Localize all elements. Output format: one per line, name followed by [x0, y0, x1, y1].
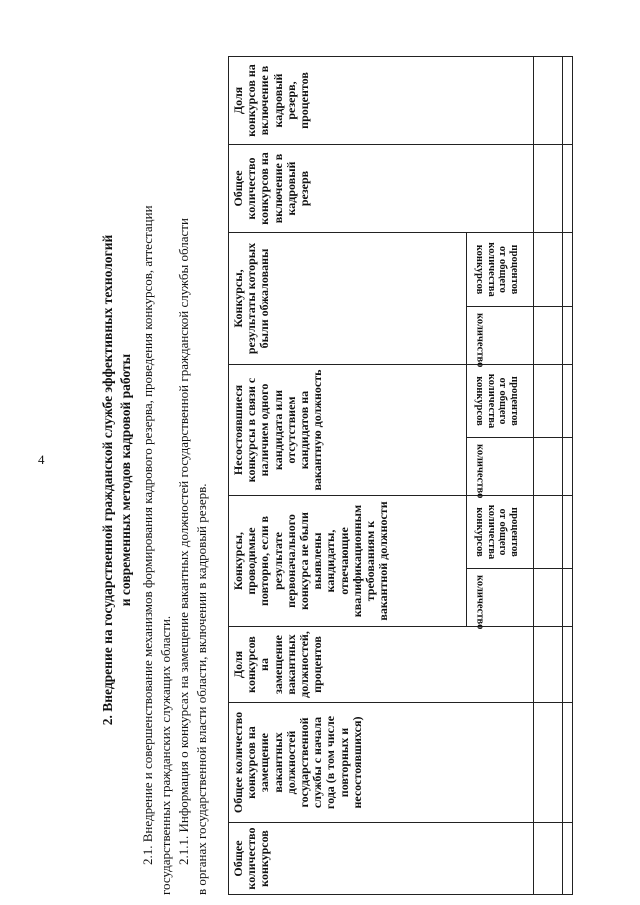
- subheader-percent: [466, 496, 533, 569]
- subheader-percent-text: процентов от общего количества конкурсов: [474, 242, 521, 297]
- table-cell: [533, 703, 562, 823]
- table-cell: [533, 823, 562, 895]
- table-cell: [533, 56, 562, 144]
- subheader-percent: [466, 232, 533, 306]
- table-cell: [562, 144, 572, 232]
- subheader-percent-text: процентов от общего количества конкурсов: [474, 373, 521, 429]
- paragraph-2-1-cont: государственных гражданских служащих области.: [158, 615, 173, 895]
- paragraph-2-1: 2.1. Внедрение и совершенствование механизмов формирования кадрового резерва, проведения конкурсов, аттестации: [140, 205, 155, 865]
- subheader-count-text: количество: [474, 575, 486, 630]
- table-cell: [562, 569, 572, 627]
- table-cell: [562, 703, 572, 823]
- table-row-empty: [562, 56, 572, 894]
- table-cell: [562, 438, 572, 496]
- table-cell: [533, 496, 562, 569]
- subheader-count: [466, 438, 533, 499]
- page-number: 4: [38, 452, 45, 467]
- paragraph-2-1-1-cont: в органах государственной власти области, включении в кадровый резерв.: [194, 483, 209, 895]
- subheader-count: [466, 306, 533, 368]
- table-cell: [562, 306, 572, 364]
- subheader-count-text: количество: [474, 312, 486, 368]
- table-cell: [533, 144, 562, 232]
- table-cell: [533, 569, 562, 627]
- header-share-reserve-contests: Доля конкурсов на включение в кадровый резерв, процентов: [229, 56, 534, 144]
- subheader-percent-text: процентов от общего количества конкурсов: [474, 504, 521, 560]
- header-appealed-contests: Конкурсы, результаты которых были обжалованы: [229, 232, 467, 364]
- contests-table: [228, 56, 573, 895]
- subheader-percent: [466, 364, 533, 437]
- table-cell: [562, 823, 572, 895]
- section-heading-line-1: 2. Внедрение на государственной гражданской службе эффективных технологий: [100, 234, 115, 726]
- paragraph-2-1-1: 2.1.1. Информация о конкурсах на замещение вакантных должностей государственной гражданской службы области: [176, 218, 191, 865]
- header-repeated-contests: Конкурсы, проводимые повторно, если в результате первоначального конкурса не были выявлены кандидаты, отвечающие квалификационным требованиям к вакантной должности: [229, 496, 467, 627]
- rotated-page-content: [0, 55, 640, 905]
- table-cell: [533, 306, 562, 364]
- section-heading-line-2: и современных методов кадровой работы: [118, 353, 133, 607]
- table-cell: [533, 438, 562, 496]
- table-cell: [562, 496, 572, 569]
- table-cell: [533, 232, 562, 306]
- header-share-vacancy-contests: Доля конкурсов на замещение вакантных должностей, процентов: [229, 627, 534, 703]
- subheader-count: [466, 569, 533, 630]
- table-cell: [562, 627, 572, 703]
- table-cell: [533, 627, 562, 703]
- subheader-count-text: количество: [474, 444, 486, 499]
- header-total-contests: Общее количество конкурсов: [229, 823, 534, 895]
- table-cell: [562, 232, 572, 306]
- table-cell: [533, 364, 562, 437]
- table-row-empty: [533, 56, 562, 894]
- header-total-reserve-contests: Общее количество конкурсов на включение в кадровый резерв: [229, 144, 534, 232]
- header-failed-contests: Несостоявшиеся конкурсы в связи с наличием одного кандидата или отсутствием кандидатов на вакантную должность: [229, 364, 467, 495]
- table-cell: [562, 56, 572, 144]
- header-total-vacancy-contests: Общее количество конкурсов на замещение вакантных должностей государственной службы с начала года (в том числе повторных и несостоявшихся): [229, 703, 534, 823]
- table-cell: [562, 364, 572, 437]
